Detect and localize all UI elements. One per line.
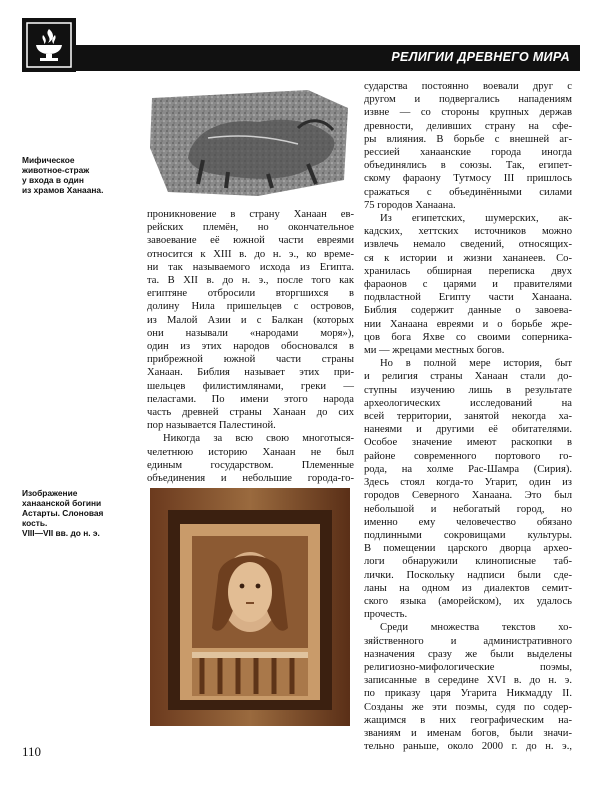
text-line: единым государством. Племенные xyxy=(147,459,354,471)
text-line: Из египетских, шумерских, ак- xyxy=(380,213,572,225)
text-line: цов бога Яхве со своими соперника- xyxy=(364,331,572,343)
text-line: завоевание её южной части евреями xyxy=(147,235,354,247)
text-line: Особое значение имеют раскопки в xyxy=(364,437,572,449)
text-line: ры влияния. В борьбе с внешней аг- xyxy=(364,133,572,145)
body-text-left-column xyxy=(147,208,354,485)
guardian-creature-relief-image xyxy=(148,88,350,198)
text-line: из Малой Азии и с Балкан (которых xyxy=(147,314,354,326)
text-line: скому фараону Тутмосу III пришлось xyxy=(364,173,572,185)
text-line: назначения сразу же были выделены xyxy=(364,648,572,660)
astarte-ivory-image xyxy=(150,488,350,726)
text-line: челетнюю историю Ханаан не был xyxy=(147,446,354,458)
text-line: званиям и именам богов, были значи- xyxy=(364,727,572,739)
text-line: рода, на холме Рас-Шамра (Сирия). xyxy=(364,463,572,475)
text-line: сударства постоянно воевали друг с xyxy=(364,81,572,92)
text-line: ми — жрецами местных богов. xyxy=(364,345,505,357)
text-line: египтяне отбросили вторгшихся в xyxy=(147,288,354,300)
text-line: прочесть. xyxy=(364,609,408,621)
text-line: проникновение в страну Ханаан ев- xyxy=(147,209,354,220)
text-line: извлечь немало сведений, относящих- xyxy=(364,239,572,251)
text-line: религиозно-мифологические поэмы, xyxy=(364,661,572,673)
text-line: тельно раньше, около 2000 г. до н. э., xyxy=(364,741,572,753)
text-line: сражаться с объединёнными силами xyxy=(364,186,572,198)
text-line: археологических исследований на xyxy=(364,397,572,409)
body-text-right-column xyxy=(364,80,572,753)
header-logo xyxy=(22,18,76,72)
text-line: районе современного портового го- xyxy=(364,450,572,462)
caption-line: ханаанской богини xyxy=(22,498,102,508)
text-line: нии Ханаана евреями и о борьбе жре- xyxy=(364,318,572,330)
text-line: фараонов с царями и правителями xyxy=(364,279,572,291)
text-line: Среди множества текстов хо- xyxy=(380,622,572,634)
text-line: по приказу царя Угарита Никмадду II. xyxy=(364,688,572,700)
text-line: всей территории, занятой некогда ха- xyxy=(364,411,572,423)
text-line: Здесь стоял когда-то Угарит, один из xyxy=(364,477,572,489)
text-line: ступны изучению лишь в результате xyxy=(364,384,572,396)
figure-caption-astarte xyxy=(22,488,142,538)
text-line: Библия содержит данные о завоева- xyxy=(364,305,572,317)
text-line: часть древней страны Ханаан до сих xyxy=(147,407,354,419)
text-line: Ханаан. Библия называет этих при- xyxy=(147,367,354,379)
text-line: один из этих народов обосновался в xyxy=(147,341,354,353)
text-line: объединялись в союзы. Так, египет- xyxy=(364,160,572,172)
header-bar xyxy=(76,45,580,71)
text-line: записанные в середине XVI в. до н. э. xyxy=(364,675,572,687)
text-line: долину Нила пришельцев с островов, xyxy=(147,301,354,313)
page-number: 110 xyxy=(22,744,42,759)
caption-line: Мифическое xyxy=(22,155,75,165)
text-line: та. В XII в. до н. э., после того как xyxy=(147,275,354,287)
text-line: зяйственного и административного xyxy=(364,635,572,647)
caption-line: Изображение xyxy=(22,488,78,498)
text-line: рессией ханаанские города иногда xyxy=(364,147,572,159)
text-line: хранилась обширная переписка двух xyxy=(364,265,572,277)
text-line: пеласгами. По имени этого народа xyxy=(147,393,354,405)
text-line: городов Северного Ханаана. Это был xyxy=(364,490,572,502)
text-line: лички. Поскольку надписи были сде- xyxy=(364,569,572,581)
text-line: древности, деливших страну на сфе- xyxy=(364,120,572,132)
text-line: пор называется Палестиной. xyxy=(147,420,276,432)
text-line: ланы на одном из диалектов семит- xyxy=(364,582,572,594)
text-line: Но в полной мере история, быт xyxy=(380,358,572,370)
text-line: логи обнаружили клинописные таб- xyxy=(364,556,572,568)
text-line: шельцев филистимлянами, греки — xyxy=(147,380,354,392)
caption-line: животное-страж xyxy=(22,165,90,175)
text-line: прибрежной южной части страны xyxy=(147,354,354,366)
text-line: именно ему человечество обязано xyxy=(364,516,572,528)
text-line: рейских племён, но окончательное xyxy=(147,222,354,234)
text-line: они называли «народами моря»), xyxy=(147,327,354,339)
text-line: ни так называемого исхода из Египта. xyxy=(147,261,354,273)
running-header-title: РЕЛИГИИ ДРЕВНЕГО МИРА xyxy=(391,50,570,64)
text-line: нанеями и другими её обитателями. xyxy=(364,424,572,436)
text-line: относится к XIII в. до н. э., ко време- xyxy=(147,248,354,260)
caption-line: VIII—VII вв. до н. э. xyxy=(22,528,100,538)
figure-caption-guardian xyxy=(22,155,137,195)
text-line: подлинными сокровищами культуры. xyxy=(364,529,572,541)
text-line: другом и подвергались нападениям xyxy=(364,94,572,106)
caption-line: у входа в один xyxy=(22,175,84,185)
text-line: небольшой и небогатый город, но xyxy=(364,503,572,515)
text-line: Никогда за всю свою многотыся- xyxy=(163,433,354,445)
text-line: объединения и небольшие города-го- xyxy=(147,473,354,485)
text-line: В помещении царского дворца археo- xyxy=(364,543,572,555)
caption-line: из храмов Ханаана. xyxy=(22,185,104,195)
text-line: Созданы же эти поэмы, судя по содер- xyxy=(364,701,572,713)
burning-lamp-icon xyxy=(24,20,74,70)
text-line: подвластной Египту части Ханаана. xyxy=(364,292,572,304)
caption-line: кость. xyxy=(22,518,48,528)
text-line: ся к истории и жизни хананеев. Со- xyxy=(364,252,572,264)
text-line: кадских, хеттских источников можно xyxy=(364,226,572,238)
text-line: жащимся в них географическим на- xyxy=(364,714,572,726)
text-line: 75 городов Ханаана. xyxy=(364,199,456,211)
text-line: извне — со стороны крупных держав xyxy=(364,107,572,119)
text-line: ского языка (аморейском), их удалось xyxy=(364,595,572,607)
text-line: и религия страны Ханаан стали до- xyxy=(364,371,572,383)
caption-line: Астарты. Слоновая xyxy=(22,508,104,518)
